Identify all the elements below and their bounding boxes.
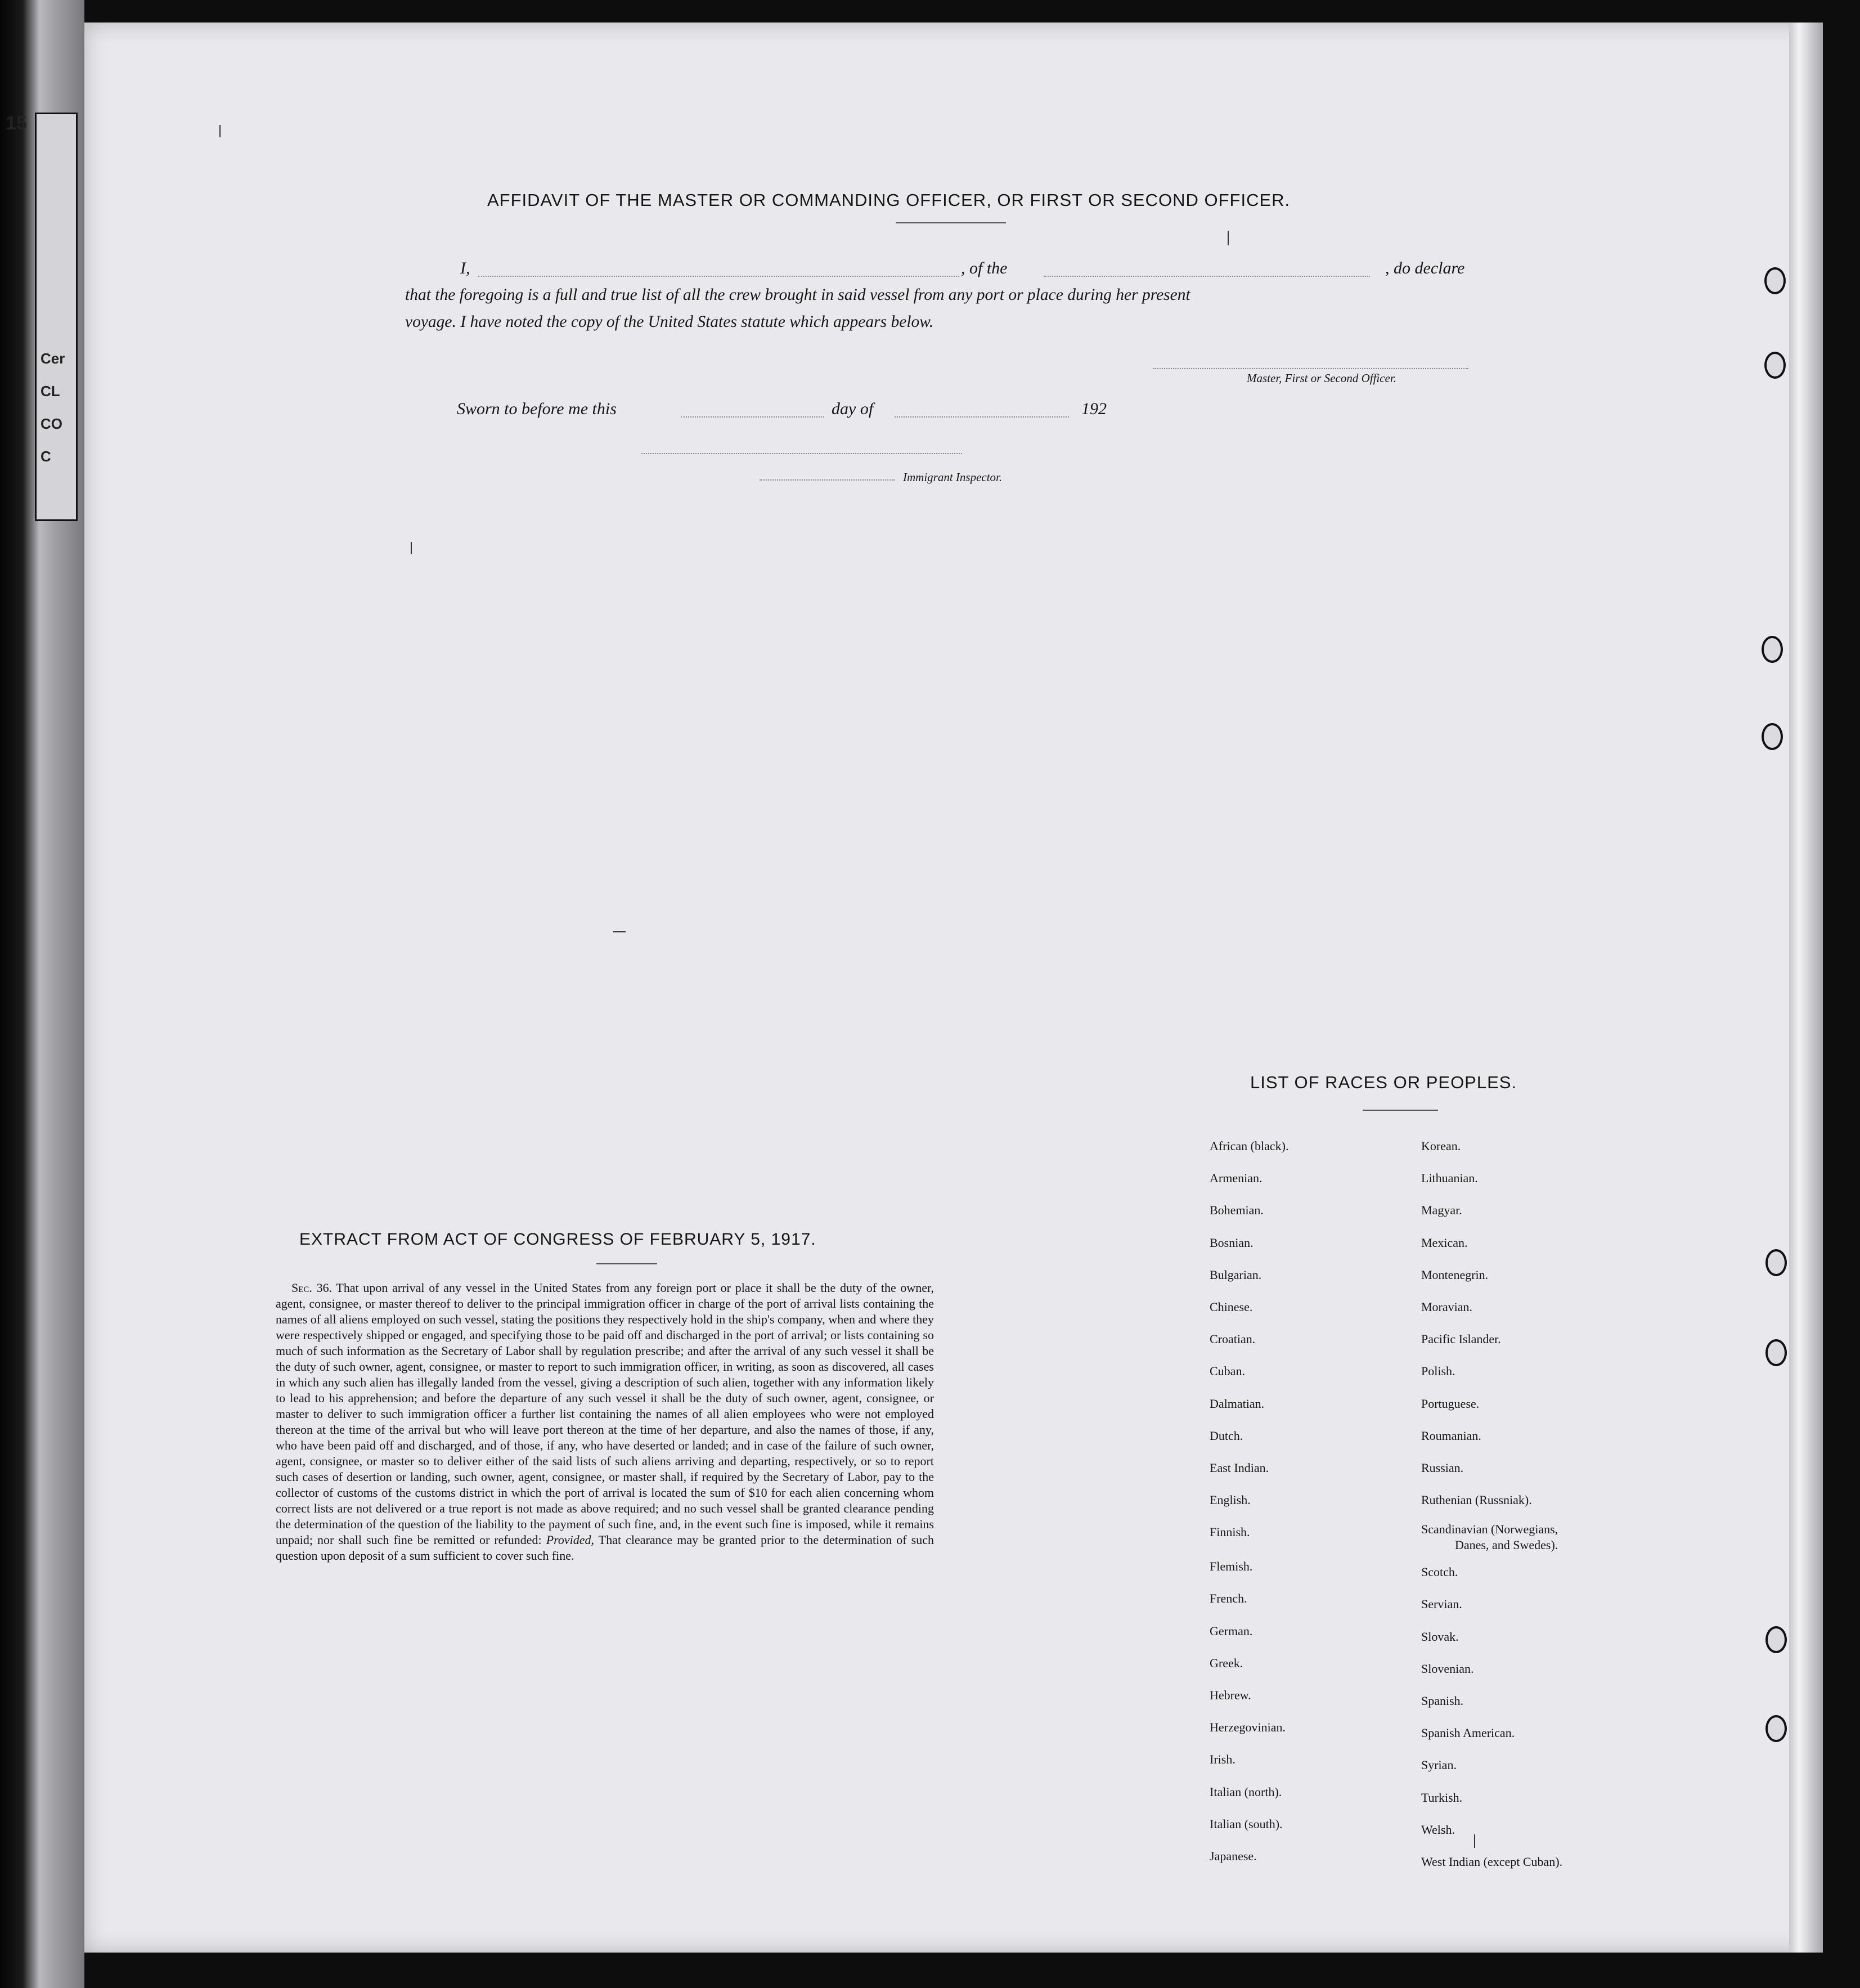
- margin-stamp-line: CO: [41, 415, 62, 432]
- race-item: Italian (north).: [1210, 1784, 1282, 1799]
- affidavit-title-rule: [896, 222, 1006, 223]
- binder-hole: [1765, 1249, 1787, 1276]
- race-item: Montenegrin.: [1421, 1267, 1489, 1282]
- margin-stamp-line: Cer: [41, 350, 65, 367]
- race-item: Cuban.: [1210, 1364, 1245, 1379]
- binder-hole: [1764, 267, 1786, 294]
- stray-mark: [613, 931, 626, 932]
- sworn-day-blank: [681, 416, 824, 418]
- extract-title: EXTRACT FROM ACT OF CONGRESS OF FEBRUARY 5, 1917.: [299, 1230, 816, 1249]
- race-item: French.: [1210, 1591, 1247, 1606]
- binder-hole: [1765, 1626, 1787, 1653]
- page-edge-shadow: [1789, 23, 1823, 1953]
- race-item: Welsh.: [1421, 1822, 1455, 1837]
- binder-hole: [1762, 723, 1783, 750]
- race-item: Slovenian.: [1421, 1661, 1474, 1676]
- race-item: Turkish.: [1421, 1790, 1463, 1805]
- race-item: Japanese.: [1210, 1848, 1257, 1863]
- race-item: Slovak.: [1421, 1629, 1459, 1644]
- race-item: Mexican.: [1421, 1235, 1468, 1250]
- race-item: Flemish.: [1210, 1559, 1253, 1574]
- sworn-label: Sworn to before me this: [457, 400, 617, 418]
- stray-mark: [219, 125, 221, 137]
- binder-hole: [1765, 1339, 1787, 1366]
- race-item: Finnish.: [1210, 1525, 1250, 1540]
- margin-page-number: 15: [6, 113, 27, 134]
- stray-mark: [411, 542, 412, 554]
- race-item: Spanish American.: [1421, 1726, 1515, 1740]
- race-item-line: Scandinavian (Norwegians,: [1421, 1522, 1558, 1537]
- race-item: Polish.: [1421, 1364, 1455, 1379]
- race-item: Dutch.: [1210, 1428, 1243, 1443]
- master-signature-line: [1153, 368, 1468, 369]
- binder-hole: [1765, 1715, 1787, 1742]
- race-item: Syrian.: [1421, 1758, 1457, 1772]
- extract-title-rule: [596, 1263, 657, 1264]
- race-item: Russian.: [1421, 1460, 1464, 1475]
- section-text: That upon arrival of any vessel in the United States from any foreign port or place it shall be the duty of the owner, agent, consignee, or master thereof to deliver to the principal immigration officer in charge of the port of arrival lists containing the names of all aliens employed on such vessel, stating the positions they respectively hold in the ship's company, when and where they were respectively shipped or engaged, and specifying those to be paid off and discharged in the port of arrival; or lists containing so much of such information as the Secretary of Labor shall by regulation prescribe; and after the arrival of any such vessel it shall be the duty of such owner, agent, consignee, or master to report to such immigration officer, in writing, as soon as discovered, all cases in which any such alien has illegally landed from the vessel, giving a description of such alien, together with any information likely to lead to his apprehension; and before the departure of any such vessel it shall be the duty of such owner, agent, consignee, or master to deliver to such immigration officer a further list containing the names of all alien employees who were not employed thereon at the time of the arrival but who will leave port thereon at the time of her departure, and also the names of those, if any, who have been paid off and discharged, and of those, if any, who have deserted or landed; and in case of the failure of such owner, agent, consignee, or master so to deliver either of the said lists of such aliens arriving and departing, respectively, or so to report such cases of desertion or landing, such owner, agent, consignee, or master shall, if required by the Secretary of Labor, pay to the collector of customs of the customs district in which the port of arrival is located the sum of $10 for each alien concerning whom correct lists are not delivered or a true report is not made as above required; and no such vessel shall be granted clearance pending the determination of the question of the liability to the payment of such fine, and, in the event such fine is imposed, while it remains unpaid; nor shall such fine be remitted or refunded:: [276, 1281, 935, 1547]
- race-item: West Indian (except Cuban).: [1421, 1854, 1563, 1869]
- section-text-end: That clearance may be granted prior to the determination of such question upon deposit of a sum sufficient to cover such fine.: [276, 1533, 934, 1563]
- race-item: Servian.: [1421, 1597, 1462, 1612]
- race-item: Italian (south).: [1210, 1816, 1283, 1831]
- margin-stamp-line: CL: [41, 383, 60, 400]
- race-item: Greek.: [1210, 1655, 1243, 1670]
- inspector-blank-upper: [641, 453, 962, 454]
- provided-word: Provided,: [546, 1533, 595, 1547]
- race-item: African (black).: [1210, 1139, 1289, 1153]
- races-column-2: [1421, 1130, 1562, 1878]
- races-column-1: [1210, 1130, 1288, 1872]
- race-item: Bosnian.: [1210, 1235, 1254, 1250]
- affidavit-i: I,: [460, 259, 470, 277]
- race-item: Herzegovinian.: [1210, 1720, 1286, 1735]
- races-title: LIST OF RACES OR PEOPLES.: [1250, 1072, 1517, 1092]
- race-item: Dalmatian.: [1210, 1396, 1265, 1411]
- inspector-signature-line: [760, 479, 895, 481]
- race-item: Lithuanian.: [1421, 1171, 1478, 1186]
- race-item: Armenian.: [1210, 1171, 1263, 1186]
- section-label: Sec. 36.: [291, 1281, 333, 1295]
- affidavit-title: AFFIDAVIT OF THE MASTER OR COMMANDING OFFICER, OR FIRST OR SECOND OFFICER.: [487, 190, 1291, 210]
- race-item: Magyar.: [1421, 1203, 1462, 1218]
- race-item: Pacific Islander.: [1421, 1332, 1501, 1347]
- inspector-label: Immigrant Inspector.: [903, 470, 1003, 484]
- race-item: Ruthenian (Russniak).: [1421, 1493, 1532, 1507]
- binder-hole: [1762, 636, 1783, 663]
- affidavit-line-2: that the foregoing is a full and true list of all the crew brought in said vessel from any port or place during her present: [405, 286, 1190, 304]
- affidavit-declare: , do declare: [1385, 259, 1465, 277]
- race-item: English.: [1210, 1493, 1251, 1507]
- year-label: 192: [1081, 400, 1107, 418]
- margin-stamp-line: C: [41, 448, 51, 465]
- race-item: Croatian.: [1210, 1332, 1256, 1347]
- race-item: Scotch.: [1421, 1565, 1458, 1579]
- race-item: East Indian.: [1210, 1460, 1269, 1475]
- race-item: German.: [1210, 1623, 1253, 1638]
- race-item: Hebrew.: [1210, 1688, 1251, 1702]
- affidavit-line-3: voyage. I have noted the copy of the United States statute which appears below.: [405, 313, 934, 331]
- race-item: Portuguese.: [1421, 1396, 1480, 1411]
- race-item: Roumanian.: [1421, 1428, 1481, 1443]
- race-item-line: Danes, and Swedes).: [1455, 1538, 1558, 1552]
- race-item: Bohemian.: [1210, 1203, 1264, 1218]
- binder-hole: [1764, 352, 1786, 379]
- stray-mark: [1228, 231, 1229, 245]
- month-blank: [895, 416, 1069, 418]
- race-item: Spanish.: [1421, 1694, 1464, 1708]
- race-item: Korean.: [1421, 1139, 1461, 1153]
- name-blank-line: [478, 276, 959, 277]
- race-item-two-line: [1421, 1516, 1562, 1556]
- affidavit-of-the: , of the: [961, 259, 1008, 277]
- races-title-rule: [1363, 1110, 1438, 1111]
- race-item: Moravian.: [1421, 1299, 1473, 1314]
- extract-body: [276, 1280, 934, 1564]
- margin-stamp-fragment: [0, 107, 65, 473]
- race-item: Bulgarian.: [1210, 1267, 1262, 1282]
- race-item: Irish.: [1210, 1752, 1235, 1767]
- master-signature-label: Master, First or Second Officer.: [1247, 371, 1396, 385]
- race-item: Chinese.: [1210, 1299, 1253, 1314]
- day-of-label: day of: [832, 400, 874, 418]
- vessel-blank-line: [1044, 276, 1370, 277]
